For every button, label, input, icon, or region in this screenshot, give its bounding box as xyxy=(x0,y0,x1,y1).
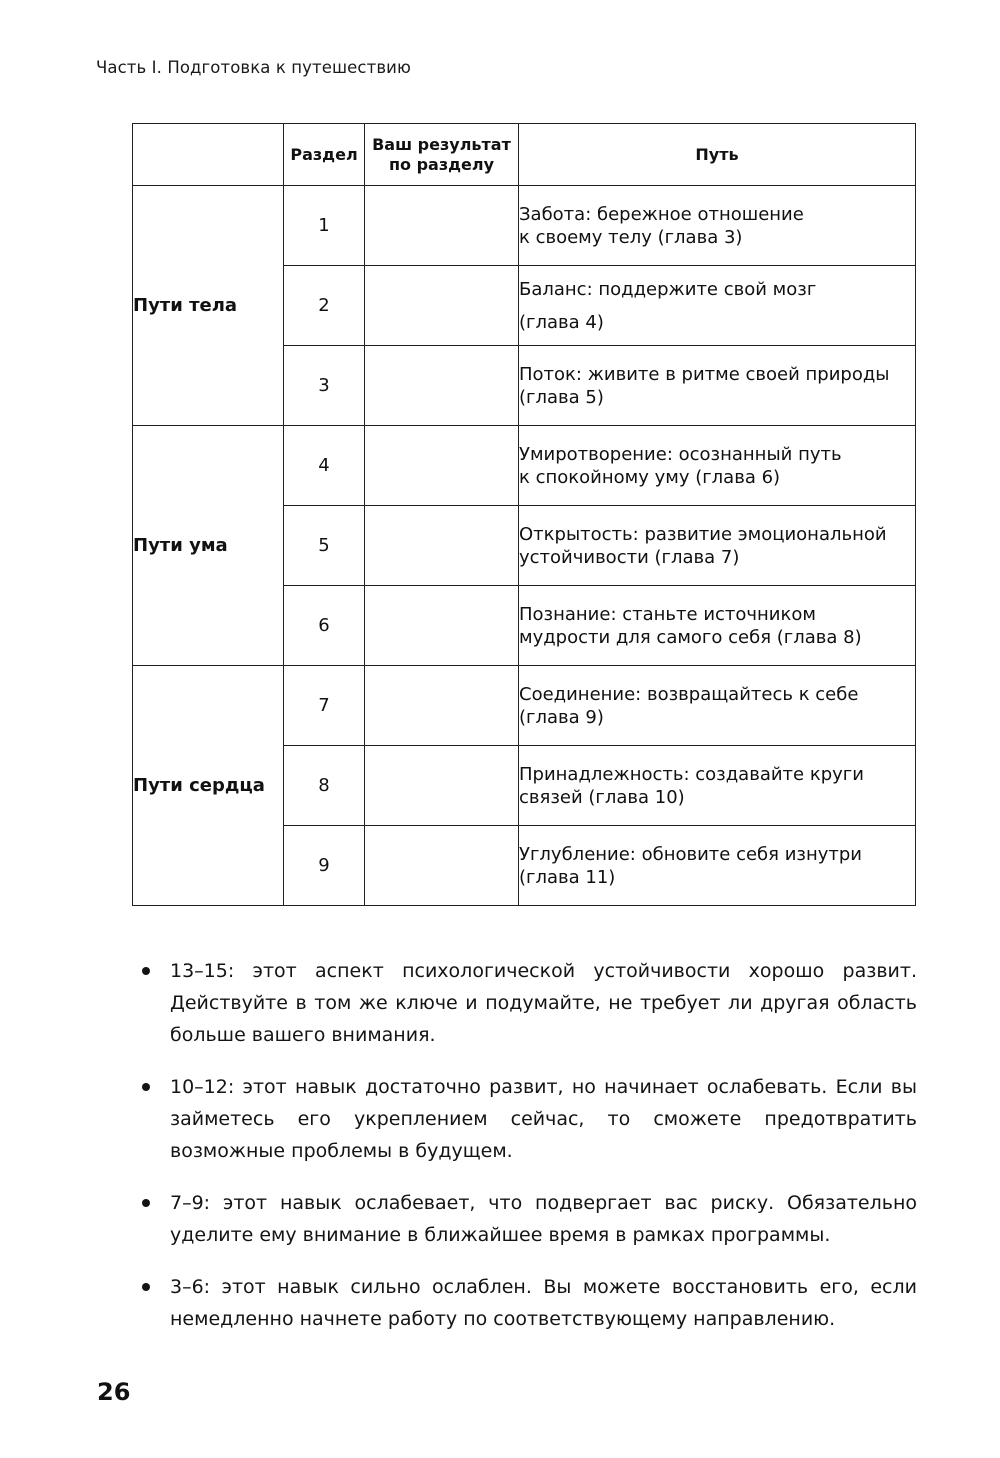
header-path: Путь xyxy=(519,124,916,186)
section-number: 6 xyxy=(284,586,365,666)
path-line: Баланс: поддержите свой мозг xyxy=(519,278,817,300)
path-line: мудрости для самого себя (глава 8) xyxy=(519,626,862,648)
section-number: 3 xyxy=(284,346,365,426)
header-group xyxy=(133,124,284,186)
result-cell xyxy=(365,586,519,666)
section-number: 1 xyxy=(284,186,365,266)
path-line: Поток: живите в ритме своей природы xyxy=(519,363,890,385)
result-cell xyxy=(365,826,519,906)
result-cell xyxy=(365,186,519,266)
path-line: Принадлежность: создавайте круги xyxy=(519,763,864,785)
group-mind: Пути ума xyxy=(133,426,284,666)
section-number: 7 xyxy=(284,666,365,746)
header-section: Раздел xyxy=(284,124,365,186)
bullet-icon xyxy=(142,1083,150,1091)
path-cell xyxy=(519,186,916,266)
result-cell xyxy=(365,346,519,426)
path-cell xyxy=(519,506,916,586)
path-line: к своему телу (глава 3) xyxy=(519,226,743,248)
list-item-text: 13–15: этот аспект психологической устойчивости хорошо развит. Действуйте в том же ключе и подумайте, не требует ли другая область больше вашего внимания. xyxy=(170,960,917,1046)
list-item-text: 7–9: этот навык ослабевает, что подвергает вас риску. Обязательно уделите ему внимание в ближайшее время в рамках программы. xyxy=(170,1192,917,1246)
table-row xyxy=(133,666,916,746)
path-line: Открытость: развитие эмоциональной xyxy=(519,523,887,545)
table-row xyxy=(133,426,916,506)
section-number: 8 xyxy=(284,746,365,826)
section-number: 9 xyxy=(284,826,365,906)
path-line: (глава 5) xyxy=(519,386,604,408)
path-cell xyxy=(519,826,916,906)
score-interpretation-list xyxy=(142,955,917,1355)
path-cell xyxy=(519,666,916,746)
section-number: 4 xyxy=(284,426,365,506)
header-result: Ваш результат по разделу xyxy=(365,124,519,186)
path-line: (глава 9) xyxy=(519,706,604,728)
path-line: Познание: станьте источником xyxy=(519,603,816,625)
path-line: Умиротворение: осознанный путь xyxy=(519,443,842,465)
result-cell xyxy=(365,426,519,506)
path-line: (глава 4) xyxy=(519,311,604,333)
path-line: Соединение: возвращайтесь к себе xyxy=(519,683,859,705)
path-cell xyxy=(519,586,916,666)
result-cell xyxy=(365,506,519,586)
group-body: Пути тела xyxy=(133,186,284,426)
list-item xyxy=(142,1271,917,1335)
list-item-text: 10–12: этот навык достаточно развит, но начинает ослабевать. Если вы займетесь его укреплением сейчас, то сможете предотвратить возможные проблемы в будущем. xyxy=(170,1076,917,1162)
paths-table xyxy=(132,123,916,906)
bullet-icon xyxy=(142,1199,150,1207)
section-number: 2 xyxy=(284,266,365,346)
path-cell xyxy=(519,746,916,826)
bullet-icon xyxy=(142,967,150,975)
bullet-icon xyxy=(142,1283,150,1291)
result-cell xyxy=(365,666,519,746)
group-heart: Пути сердца xyxy=(133,666,284,906)
page-number: 26 xyxy=(97,1378,131,1406)
path-line: (глава 11) xyxy=(519,866,616,888)
table-row xyxy=(133,186,916,266)
path-line: устойчивости (глава 7) xyxy=(519,546,740,568)
path-cell xyxy=(519,426,916,506)
list-item xyxy=(142,955,917,1051)
section-number: 5 xyxy=(284,506,365,586)
list-item-text: 3–6: этот навык сильно ослаблен. Вы можете восстановить его, если немедленно начнете работу по соответствующему направлению. xyxy=(170,1276,917,1330)
path-cell xyxy=(519,266,916,346)
table-header-row xyxy=(133,124,916,186)
path-line: Забота: бережное отношение xyxy=(519,203,804,225)
path-line: к спокойному уму (глава 6) xyxy=(519,466,781,488)
list-item xyxy=(142,1187,917,1251)
path-line: Углубление: обновите себя изнутри xyxy=(519,843,862,865)
list-item xyxy=(142,1071,917,1167)
path-cell xyxy=(519,346,916,426)
running-head: Часть I. Подготовка к путешествию xyxy=(96,58,411,77)
path-line: связей (глава 10) xyxy=(519,786,685,808)
result-cell xyxy=(365,746,519,826)
result-cell xyxy=(365,266,519,346)
